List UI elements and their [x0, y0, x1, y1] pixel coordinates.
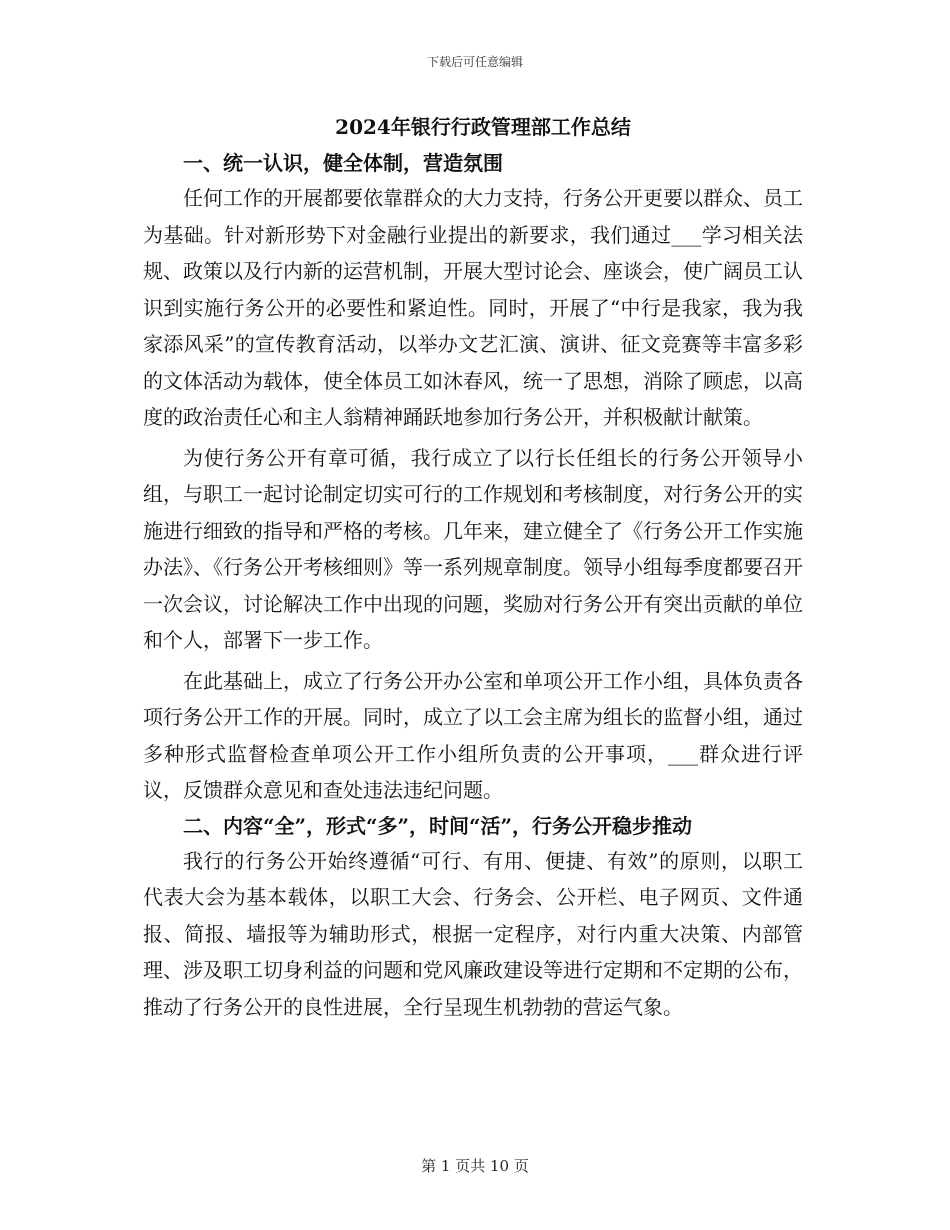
header-note: 下载后可任意编辑 [426, 55, 523, 69]
page-number-footer: 第 1 页共 10 页 [421, 1157, 529, 1175]
paragraph: 我行的行务公开始终遵循“可行、有用、便捷、有效”的原则，以职工代表大会为基本载体，以职工大会、行务会、公开栏、电子网页、文件通报、简报、墙报等为辅助形式，根据一定程序，对行内重大决策、内部管理、涉及职工切身利益的问题和党风廉政建设等进行定期和不定期的公布，推动了行务公开的良性进展，全行呈现生机勃勃的营运气象。 [143, 848, 803, 1019]
paragraph: 为使行务公开有章可循，我行成立了以行长任组长的行务公开领导小组，与职工一起讨论制定切实可行的工作规划和考核制度，对行务公开的实施进行细致的指导和严格的考核。几年来，建立健全了《行务公开工作实施办法》、《行务公开考核细则》等一系列规章制度。领导小组每季度都要召开一次会议，讨论解决工作中出现的问题，奖励对行务公开有突出贡献的单位和个人，部署下一步工作。 [143, 445, 803, 652]
section-heading-1: 一、统一认识，健全体制，营造氛围 [183, 151, 503, 175]
section-heading-2: 二、内容“全”，形式“多”，时间“活”，行务公开稳步推动 [183, 813, 693, 838]
paragraph: 任何工作的开展都要依靠群众的大力支持，行务公开更要以群众、员工为基础。针对新形势下对金融行业提出的新要求，我们通过___学习相关法规、政策以及行内新的运营机制，开展大型讨论会、座谈会，使广阔员工认识到实施行务公开的必要性和紧迫性。同时，开展了“中行是我家，我为我家添风采”的宣传教育活动，以举办文艺汇演、演讲、征文竞赛等丰富多彩的文体活动为载体，使全体员工如沐春风，统一了思想，消除了顾虑，以高度的政治责任心和主人翁精神踊跃地参加行务公开，并积极献计献策。 [143, 186, 803, 429]
document-body [143, 108, 803, 1025]
paragraph: 在此基础上，成立了行务公开办公室和单项公开工作小组，具体负责各项行务公开工作的开展。同时，成立了以工会主席为组长的监督小组，通过多种形式监督检查单项公开工作小组所负责的公开事项，___群众进行评议，反馈群众意见和查处违法违纪问题。 [143, 668, 803, 802]
document-title: 2024年银行行政管理部工作总结 [335, 115, 631, 139]
